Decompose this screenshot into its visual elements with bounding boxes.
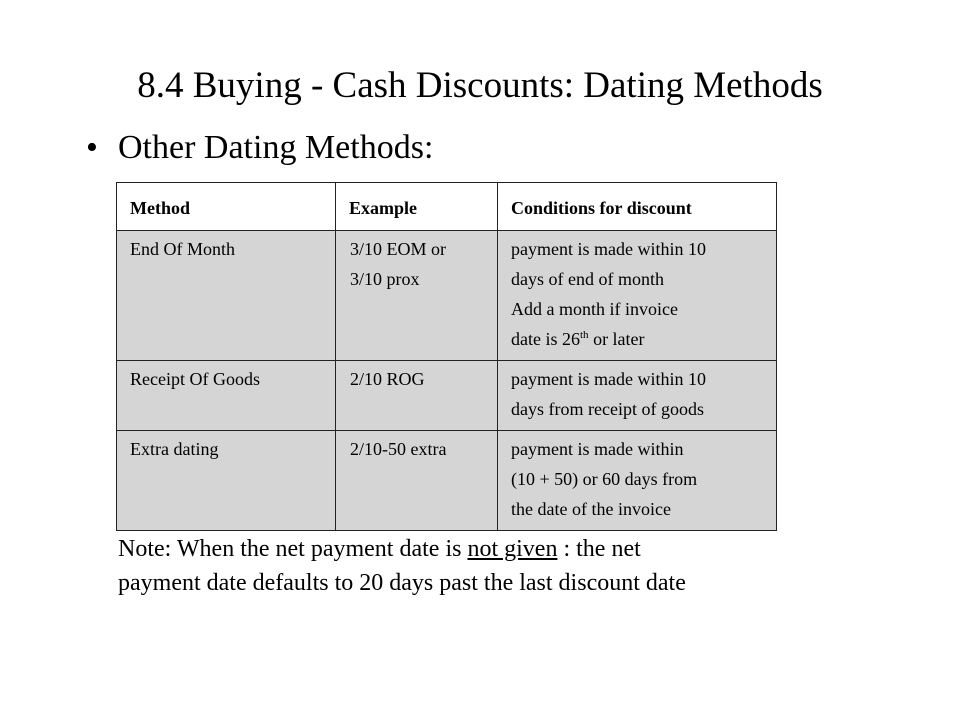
conditions-cell xyxy=(498,361,777,431)
cell-line: the date of the invoice xyxy=(511,499,671,519)
cell-line: 2/10-50 extra xyxy=(350,439,447,459)
table-row xyxy=(117,231,777,361)
cell-line: End Of Month xyxy=(130,239,235,259)
cell-line: payment is made within xyxy=(511,439,684,459)
conditions-cell xyxy=(498,431,777,531)
cell-line: payment is made within 10 xyxy=(511,369,706,389)
method-cell xyxy=(117,231,336,361)
header-example: Example xyxy=(336,183,498,231)
slide-title: 8.4 Buying - Cash Discounts: Dating Methods xyxy=(137,65,823,106)
bullet-text: Other Dating Methods: xyxy=(118,129,434,166)
cell-line: (10 + 50) or 60 days from xyxy=(511,469,698,489)
note-line-1 xyxy=(118,536,641,562)
example-cell xyxy=(336,231,498,361)
cell-line: payment is made within 10 xyxy=(511,239,706,259)
note-post: : the net xyxy=(557,536,641,562)
cell-text: or later xyxy=(588,329,645,349)
ordinal-suffix: th xyxy=(580,329,589,341)
example-cell xyxy=(336,431,498,531)
note-line-2: payment date defaults to 20 days past the last discount date xyxy=(118,570,686,596)
note-pre: Note: When the net payment date is xyxy=(118,536,468,562)
note-underlined: not given xyxy=(467,536,558,562)
cell-line: 2/10 ROG xyxy=(350,369,425,389)
cell-text: date is 26 xyxy=(511,329,580,349)
method-cell xyxy=(117,361,336,431)
table-header-row xyxy=(117,183,777,231)
header-conditions: Conditions for discount xyxy=(498,183,777,231)
example-cell xyxy=(336,361,498,431)
cell-line: Extra dating xyxy=(130,439,219,459)
cell-line: 3/10 EOM or xyxy=(350,239,446,259)
cell-line: Receipt Of Goods xyxy=(130,369,260,389)
cell-line: 3/10 prox xyxy=(350,269,420,289)
bullet-item xyxy=(86,126,433,170)
cell-line: days of end of month xyxy=(511,269,664,289)
conditions-cell xyxy=(498,231,777,361)
note-text xyxy=(118,532,918,600)
table-row xyxy=(117,361,777,431)
cell-line: days from receipt of goods xyxy=(511,399,704,419)
table-row xyxy=(117,431,777,531)
method-cell xyxy=(117,431,336,531)
cell-line xyxy=(511,324,770,354)
cell-line: Add a month if invoice xyxy=(511,299,678,319)
bullet-glyph: • xyxy=(86,129,98,166)
header-method: Method xyxy=(117,183,336,231)
dating-methods-table xyxy=(116,182,777,531)
